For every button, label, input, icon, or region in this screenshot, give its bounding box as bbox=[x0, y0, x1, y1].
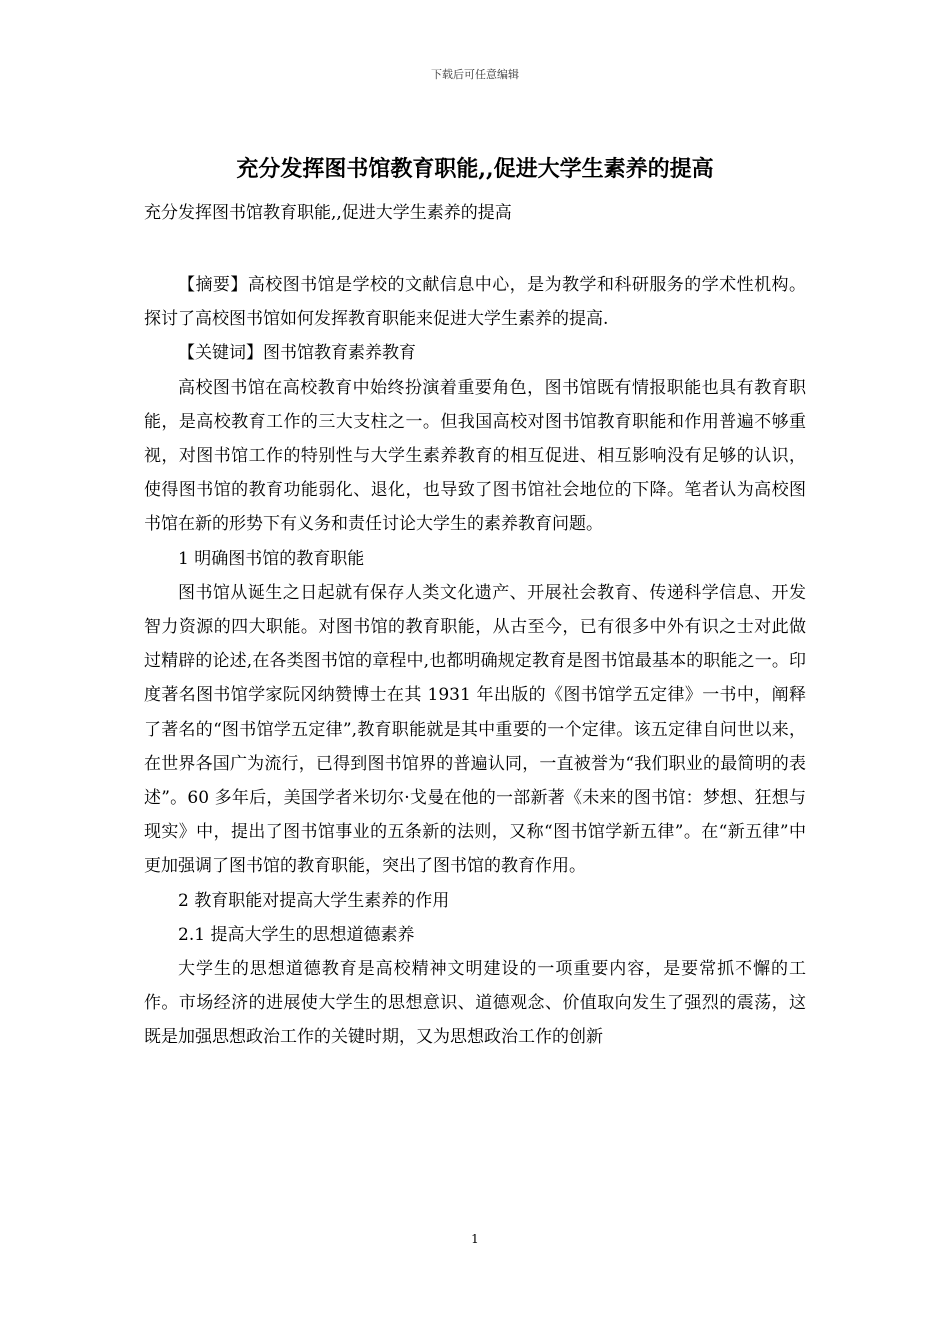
subsection-heading: 2.1 提高大学生的思想道德素养 bbox=[178, 924, 415, 945]
section-heading: 1 明确图书馆的教育职能 bbox=[178, 548, 365, 569]
body-paragraph: 大学生的思想道德教育是高校精神文明建设的一项重要内容，是要常抓不懈的工作。市场经济的进展使大学生的思想意识、道德观念、价值取向发生了强烈的震荡，这既是加强思想政治工作的关键时期，又为思想政治工作的创新 bbox=[144, 959, 806, 1048]
header-note: 下载后可任意编辑 bbox=[431, 68, 519, 81]
document-subtitle: 充分发挥图书馆教育职能,,促进大学生素养的提高 bbox=[144, 203, 512, 223]
body-paragraph: 高校图书馆在高校教育中始终扮演着重要角色，图书馆既有情报职能也具有教育职能，是高校教育工作的三大支柱之一。但我国高校对图书馆教育职能和作用普遍不够重视，对图书馆工作的特别性与大学生素养教育的相互促进、相互影响没有足够的认识，使得图书馆的教育功能弱化、退化，也导致了图书馆社会地位的下降。笔者认为高校图书馆在新的形势下有义务和责任讨论大学生的素养教育问题。 bbox=[144, 377, 806, 535]
document-title: 充分发挥图书馆教育职能,,促进大学生素养的提高 bbox=[236, 156, 714, 182]
document-body bbox=[144, 268, 806, 1055]
page-number: 1 bbox=[471, 1232, 479, 1246]
section-heading: 2 教育职能对提高大学生素养的作用 bbox=[178, 890, 450, 911]
keywords-paragraph: 【关键词】图书馆教育素养教育 bbox=[178, 343, 416, 364]
abstract-paragraph: 【摘要】高校图书馆是学校的文献信息中心，是为教学和科研服务的学术性机构。探讨了高校图书馆如何发挥教育职能来促进大学生素养的提高. bbox=[144, 275, 806, 330]
body-paragraph: 图书馆从诞生之日起就有保存人类文化遗产、开展社会教育、传递科学信息、开发智力资源的四大职能。对图书馆的教育职能，从古至今，已有很多中外有识之士对此做过精辟的论述,在各类图书馆的章程中,也都明确规定教育是图书馆最基本的职能之一。印度著名图书馆学家阮冈纳赞博士在其 1931 年出版的《图书馆学五定律》一书中，阐释了著名的“图书馆学五定律”,教育职能就是其中重要的一个定律。该五定律自问世以来，在世界各国广为流行，已得到图书馆界的普遍认同，一直被誉为“我们职业的最简明的表述”。60 多年后，美国学者米切尔·戈曼在他的一部新著《未来的图书馆：梦想、狂想与现实》中，提出了图书馆事业的五条新的法则，又称“图书馆学新五律”。在“新五律”中更加强调了图书馆的教育职能，突出了图书馆的教育作用。 bbox=[144, 582, 806, 877]
